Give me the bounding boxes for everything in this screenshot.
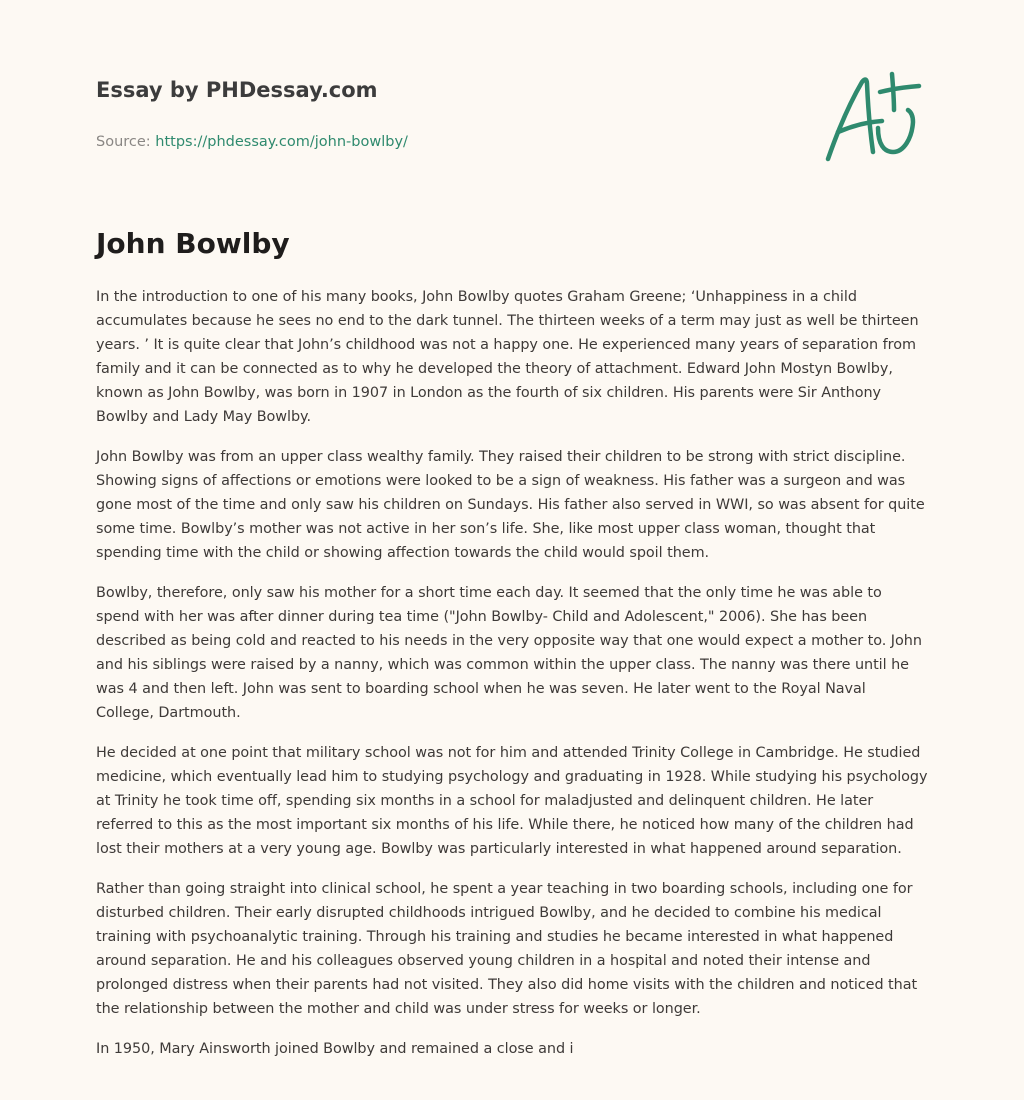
essay-paragraph: John Bowlby was from an upper class wealthy family. They raised their children to be strong with strict discipline. Showing signs of affections or emotions were looked to be a sign of weakness. His father was a surgeon and was gone most of the time and only saw his children on Sundays. His father also served in WWI, so was absent for quite some time. Bowlby’s mother was not active in her son’s life. She, like most upper class woman, thought that spending time with the child or showing affection towards the child would spoil them. (96, 449, 925, 561)
essay-paragraph: He decided at one point that military school was not for him and attended Trinity College in Cambridge. He studied medicine, which eventually lead him to studying psychology and graduating in 1928. While studying his psychology at Trinity he took time off, spending six months in a school for maladjusted and delinquent children. He later referred to this as the most important six months of his life. While there, he noticed how many of the children had lost their mothers at a very young age. Bowlby was particularly interested in what happened around separation. (96, 745, 928, 857)
essay-paragraph: In 1950, Mary Ainsworth joined Bowlby and remained a close and i (96, 1041, 574, 1057)
source-link[interactable]: https://phdessay.com/john-bowlby/ (155, 134, 408, 150)
essay-paragraph: Rather than going straight into clinical school, he spent a year teaching in two boarding schools, including one for disturbed children. Their early disrupted childhoods intrigued Bowlby, and he decided to combine his medical training with psychoanalytic training. Through his training and studies he became interested in what happened around separation. He and his colleagues observed young children in a hospital and noted their intense and prolonged distress when their parents had not visited. They also did home visits with the children and noticed that the relationship between the mother and child was under stress for weeks or longer. (96, 881, 918, 1017)
site-title: Essay by PHDessay.com (96, 78, 378, 102)
source-label: Source: (96, 134, 156, 150)
essay-body (96, 285, 928, 1077)
essay-paragraph: Bowlby, therefore, only saw his mother for a short time each day. It seemed that the only time he was able to spend with her was after dinner during tea time ("John Bowlby- Child and Adolescent," 2006). She has been described as being cold and reacted to his needs in the very opposite way that one would expect a mother to. John and his siblings were raised by a nanny, which was common within the upper class. The nanny was there until he was 4 and then left. John was sent to boarding school when he was seven. He later went to the Royal Naval College, Dartmouth. (96, 585, 922, 721)
essay-paragraph: In the introduction to one of his many books, John Bowlby quotes Graham Greene; ‘Unhappiness in a child accumulates because he sees no end to the dark tunnel. The thirteen weeks of a term may just as well be thirteen years. ’ It is quite clear that John’s childhood was not a happy one. He experienced many years of separation from family and it can be connected as to why he developed the theory of attachment. Edward John Mostyn Bowlby, known as John Bowlby, was born in 1907 in London as the fourth of six children. His parents were Sir Anthony Bowlby and Lady May Bowlby. (96, 289, 919, 425)
essay-title: John Bowlby (96, 227, 290, 260)
page-header (96, 76, 796, 152)
source-line (96, 132, 796, 152)
a-plus-logo-icon (818, 66, 930, 166)
